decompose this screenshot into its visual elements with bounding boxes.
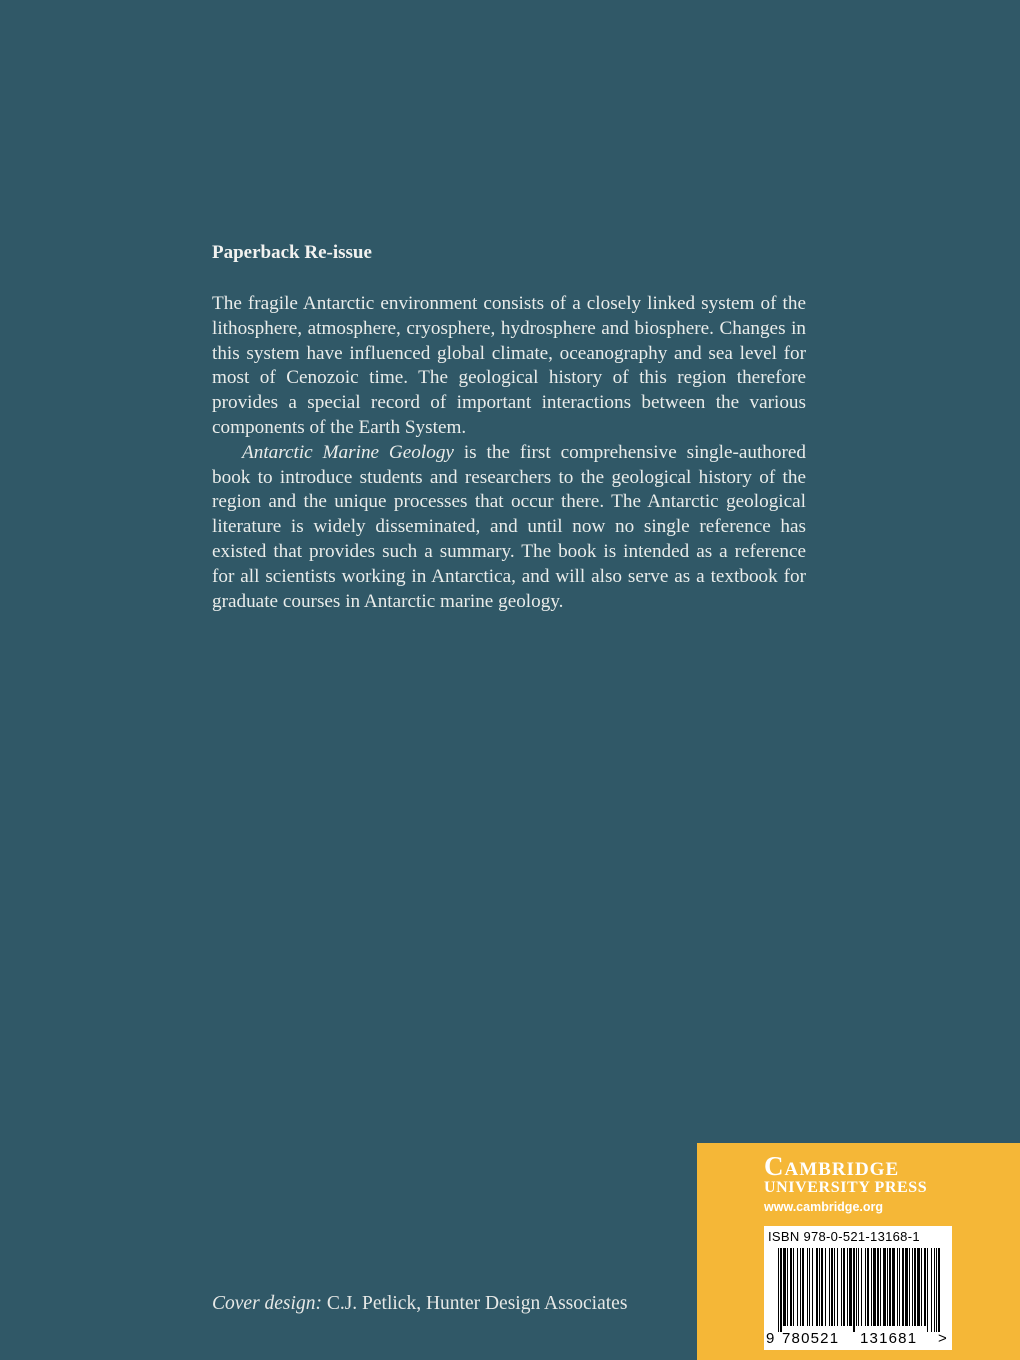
barcode-box [764,1226,952,1350]
barcode-arrow: > [938,1330,948,1347]
barcode-bar [843,1248,845,1326]
barcode-bar [877,1248,879,1326]
barcode-bar [816,1248,818,1326]
barcode-bar [889,1248,891,1326]
barcode-bar [849,1248,852,1326]
barcode-bar [873,1248,876,1326]
barcode-right-digits: 131681 [860,1330,918,1347]
barcode-bar [793,1248,794,1326]
barcode-bar [938,1248,940,1332]
barcode-bar [831,1248,833,1326]
barcode-bar [802,1248,804,1326]
description-paragraph-2 [212,441,806,615]
barcode-bar [914,1248,916,1326]
barcode-bar [931,1248,932,1332]
description-paragraph-1: The fragile Antarctic environment consists of a closely linked system of the lithosphere, atmosphere, cryosphere, hydrosphere and biosphere. Changes in this system have influenced global climate, oceanography and sea level for most of Cenozoic time. The geological history of this region therefore provides a special record of important interactions between the various components of the Earth System. [212,293,806,438]
barcode-bar [921,1248,922,1326]
barcode-bar [819,1248,820,1326]
barcode-bar [927,1248,928,1332]
barcode-bar [871,1248,872,1326]
book-title: Antarctic Marine Geology [242,441,454,463]
barcode-bar [841,1248,842,1326]
barcode-bar [834,1248,835,1326]
barcode-bar [797,1248,798,1326]
barcode-bar [892,1248,895,1326]
barcode-bar [821,1248,823,1326]
barcode-bar [909,1248,910,1326]
barcode-bar [887,1248,888,1326]
barcode-bar [829,1248,830,1326]
description-paragraph-2-text: is the first comprehensive single-authored book to introduce students and researchers to the geological history of the region and the unique processes that occur there. The Antarctic geological literature is widely disseminated, and until now no single reference has existed that provides such a summary. The book is intended as a reference for all scientists working in Antarctica, and will also serve as a textbook for graduate courses in Antarctic marine geology. [212,441,806,612]
barcode-bar [790,1248,792,1326]
barcode-bar [812,1248,813,1326]
barcode-lead-digit: 9 [766,1330,776,1347]
barcode-bar [912,1248,913,1326]
credit-label: Cover design: [212,1293,322,1314]
barcode-bar [899,1248,900,1326]
barcode-bar [865,1248,866,1326]
barcode-bar [897,1248,898,1326]
barcode-bar [856,1248,857,1326]
isbn-text: ISBN 978-0-521-13168-1 [768,1229,920,1244]
barcode-bar [858,1248,859,1326]
barcode-bar [924,1248,926,1326]
barcode-bar [934,1248,935,1332]
publisher-url: www.cambridge.org [764,1200,884,1214]
publisher-subtitle: UNIVERSITY PRESS [764,1179,928,1196]
barcode-bar [853,1248,855,1332]
publisher-name: Cambridge [764,1151,900,1181]
barcode-bar [883,1248,886,1326]
barcode-bar [778,1248,779,1332]
barcode-bar [867,1248,869,1326]
barcode-bar [905,1248,908,1326]
barcode-bar [783,1248,786,1326]
publisher-panel [697,1143,1020,1360]
barcode-bar [837,1248,838,1326]
barcode-bar [807,1248,808,1326]
barcode-left-digits: 780521 [782,1330,840,1347]
barcode-bar [847,1248,848,1326]
barcode-bar [936,1248,937,1332]
barcode-bar [780,1248,782,1332]
barcode-bar [902,1248,904,1326]
barcode-bar [825,1248,826,1326]
barcode-bar [880,1248,881,1326]
section-heading: Paperback Re-issue [212,242,372,263]
credit-value: C.J. Petlick, Hunter Design Associates [321,1293,628,1314]
description-text [212,292,806,614]
cover-design-credit [212,1293,627,1315]
barcode-bar [861,1248,862,1326]
barcode-bar [800,1248,801,1326]
barcode-bar [917,1248,920,1326]
barcode-bar [809,1248,810,1326]
barcode-bar [787,1248,788,1326]
